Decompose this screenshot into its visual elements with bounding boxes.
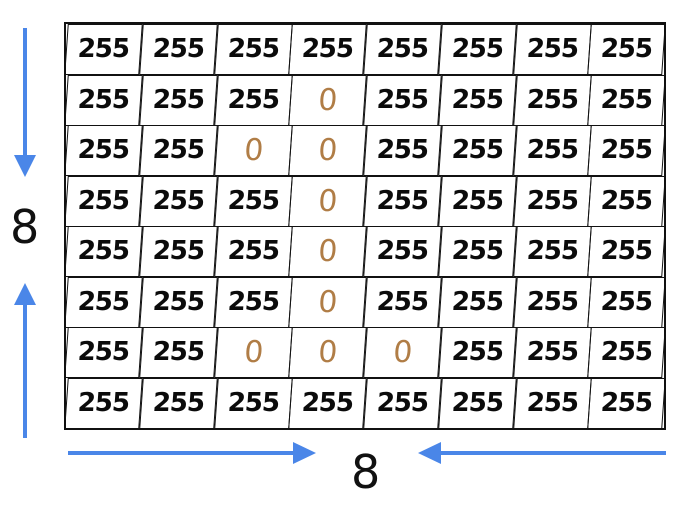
pixel-cell: 255: [363, 378, 441, 429]
pixel-cell: 255: [513, 378, 591, 429]
pixel-cell: 255: [214, 24, 292, 75]
pixel-cell: 255: [64, 125, 142, 176]
pixel-cell: 255: [214, 277, 292, 328]
pixel-cell-zero: 0: [288, 75, 366, 126]
pixel-cell: 255: [513, 75, 591, 126]
pixel-cell: 255: [139, 24, 217, 75]
pixel-cell: 255: [139, 75, 217, 126]
pixel-cell: 255: [64, 24, 142, 75]
pixel-cell: 255: [587, 327, 665, 378]
pixel-cell: 255: [363, 125, 441, 176]
pixel-cell: 255: [214, 226, 292, 277]
pixel-cell: 255: [64, 176, 142, 227]
pixel-cell: 255: [587, 277, 665, 328]
pixel-cell: 255: [139, 125, 217, 176]
pixel-cell: 255: [438, 176, 516, 227]
pixel-cell-zero: 0: [288, 277, 366, 328]
pixel-cell: 255: [438, 125, 516, 176]
pixel-cell: 255: [587, 75, 665, 126]
column-count-label: 8: [351, 445, 381, 499]
pixel-cell: 255: [438, 24, 516, 75]
pixel-cell-zero: 0: [288, 176, 366, 227]
pixel-cell: 255: [288, 378, 366, 429]
pixel-cell: 255: [513, 24, 591, 75]
row-arrow-bottom-head: [14, 283, 36, 305]
pixel-cell: 255: [587, 24, 665, 75]
pixel-cell: 255: [513, 277, 591, 328]
pixel-cell: 255: [587, 378, 665, 429]
pixel-cell: 255: [513, 226, 591, 277]
pixel-cell: 255: [139, 378, 217, 429]
pixel-cell: 255: [513, 327, 591, 378]
pixel-cell: 255: [587, 226, 665, 277]
pixel-cell: 255: [438, 226, 516, 277]
pixel-cell-zero: 0: [288, 327, 366, 378]
pixel-cell: 255: [438, 327, 516, 378]
pixel-cell: 255: [288, 24, 366, 75]
pixel-cell: 255: [363, 277, 441, 328]
pixel-cell: 255: [64, 226, 142, 277]
col-arrow-right-head: [418, 442, 441, 464]
pixel-cell: 255: [587, 176, 665, 227]
pixel-cell: 255: [513, 176, 591, 227]
pixel-cell: 255: [214, 378, 292, 429]
pixel-cell: 255: [438, 75, 516, 126]
pixel-cell-zero: 0: [363, 327, 441, 378]
pixel-cell: 255: [64, 327, 142, 378]
pixel-cell: 255: [438, 378, 516, 429]
pixel-cell: 255: [363, 226, 441, 277]
pixel-cell: 255: [214, 176, 292, 227]
pixel-cell: 255: [139, 226, 217, 277]
row-count-label: 8: [10, 200, 40, 254]
pixel-cell: 255: [363, 176, 441, 227]
row-arrow-top-head: [14, 155, 36, 177]
pixel-cell: 255: [513, 125, 591, 176]
pixel-cell: 255: [64, 277, 142, 328]
pixel-cell: 255: [587, 125, 665, 176]
pixel-cell-zero: 0: [214, 327, 292, 378]
pixel-cell: 255: [363, 24, 441, 75]
pixel-cell-zero: 0: [288, 226, 366, 277]
pixel-cell-zero: 0: [288, 125, 366, 176]
pixel-cell: 255: [64, 75, 142, 126]
pixel-cell: 255: [64, 378, 142, 429]
pixel-cell-zero: 0: [214, 125, 292, 176]
pixel-cell: 255: [139, 327, 217, 378]
col-arrow-left-head: [293, 442, 316, 464]
pixel-cell: 255: [438, 277, 516, 328]
pixel-cell: 255: [139, 277, 217, 328]
pixel-cell: 255: [214, 75, 292, 126]
pixel-cell: 255: [363, 75, 441, 126]
pixel-cell: 255: [139, 176, 217, 227]
